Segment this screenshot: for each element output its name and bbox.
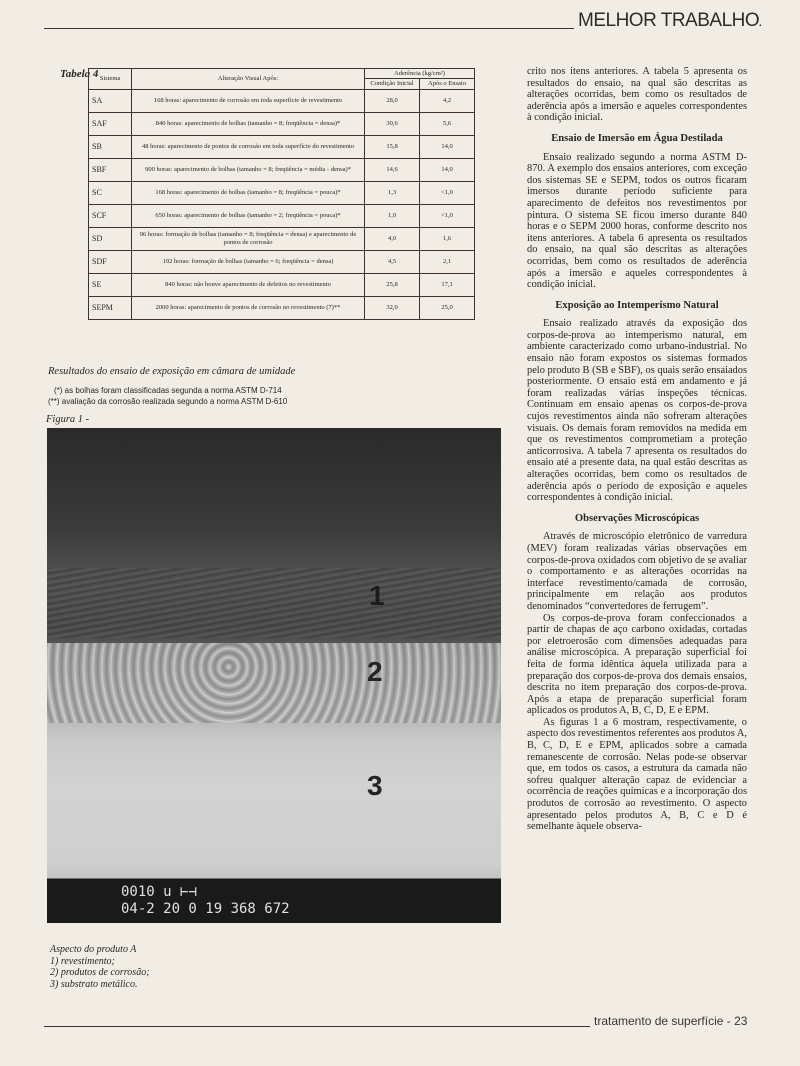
article-column [527,66,747,833]
system-cell: SE [89,273,132,296]
table-row [89,204,475,227]
col-adherence-header: Aderência (kg/cm²) [365,69,475,79]
after-cell: 25,0 [420,296,475,319]
paragraph: Os corpos-de-prova foram confeccionados a partir de chapas de aço carbono oxidadas, cortadas por eletroerosão com dimensões adequadas para análise microscópica. A preparação superficial foi feita de forma idêntica àquela utilizada para a preparação dos corpos-de-prova dos demais ensaios, descrita no item preparação dos corpos-de-prova. Após a etapa de preparação superficial foram aplicados os produtos A, B, C, D, E e EPM. [527,612,747,717]
table-caption: Resultados do ensaio de exposição em câmara de umidade [48,366,296,377]
table-row [89,135,475,158]
system-cell: SBF [89,158,132,181]
visual-cell: 168 horas: aparecimento de bolhas (tamanho = 8; freqüência = pouca)* [132,181,365,204]
col-initial-header: Condição Inicial [365,79,420,89]
after-cell: 4,2 [420,89,475,112]
table-row [89,296,475,319]
after-cell: 2,1 [420,250,475,273]
table-row [89,227,475,250]
marker-3: 3 [367,770,383,801]
after-cell: 14,0 [420,135,475,158]
col-visual-header: Alteração Visual Após: [132,69,365,90]
figure-caption-item: 1) revestimento; [50,955,115,967]
section-heading: Observações Microscópicas [574,512,700,524]
initial-cell: 28,0 [365,89,420,112]
paragraph: Ensaio realizado através da exposição dos corpos-de-prova ao intemperismo natural, em ambiente caracterizado como urbano-industrial. No ensaio não foram expostos os sistemas formados pelo produto B (SB e SBF), os quais serão ensaiados posteriormente. O ensaio está em andamento e já foram realizadas várias inspeções técnicas. Continuam em ensaio apenas os corpos-de-prova cujos revestimentos ainda não sofreram alterações visuais. Os demais foram removidos na medida em que os revestimentos comprometiam a proteção anticorrosiva. A tabela 7 apresenta os resultados do ensaio até a presente data, na qual estão descritas as alterações ocorridas, bem como os resultados de aderência após o período de exposição e aqueles correspondentes à condição inicial. [527,318,747,504]
table-label: Tabela 4 [60,68,99,80]
table-row [89,181,475,204]
initial-cell: 30,6 [365,112,420,135]
section-heading: Ensaio de Imersão em Água Destilada [551,132,723,144]
col-system-header: Sistema [89,69,132,90]
paragraph: crito nos itens anteriores. A tabela 5 apresenta os resultados do ensaio, na qual são descritas as alterações ocorridas, bem como os resultados de aderência após a imersão e aqueles correspondentes à condição inicial. [527,66,747,124]
initial-cell: 1,0 [365,204,420,227]
paragraph: As figuras 1 a 6 mostram, respectivamente, o aspecto dos revestimentos referentes aos produtos A, B, C, D, E e EPM, aplicados sobre a camada remanescente de corrosão. Nelas pode-se observar que, em todos os casos, a estrutura da camada não sofreu qualquer alteração capaz de evidenciar a ocorrência de reações químicas e a incorporação dos produtos de corrosão ao revestimento. O aspecto apresentado pelos produtos A, B, C e D é semelhante àquele observa- [527,716,747,833]
after-cell: <1,0 [420,181,475,204]
footer-page-label: tratamento de superfície - 23 [594,1014,748,1028]
system-cell: SEPM [89,296,132,319]
header-dot: · [758,16,763,32]
figure-caption-item: 2) produtos de corrosão; [50,967,150,978]
after-cell: 1,6 [420,227,475,250]
initial-cell: 14,6 [365,158,420,181]
table-row [89,112,475,135]
system-cell: SCF [89,204,132,227]
paragraph: Através de microscópio eletrônico de varredura (MEV) foram realizadas várias observações em corpos-de-prova oxidados com objetivo de se avaliar o comportamento e as alterações ocorridas na interface revestimento/camada de corrosão, principalmente em relação aos produtos denominados “convertedores de ferrugem”. [527,531,747,612]
marker-2: 2 [367,656,383,687]
initial-cell: 32,0 [365,296,420,319]
initial-cell: 4,5 [365,250,420,273]
after-cell: 17,1 [420,273,475,296]
initial-cell: 1,3 [365,181,420,204]
visual-cell: 2000 horas: aparecimento de pontos de corrosão no revestimento (7)** [132,296,365,319]
initial-cell: 15,8 [365,135,420,158]
figure-caption [50,944,150,990]
system-cell: SC [89,181,132,204]
figure-caption-title: Aspecto do produto A [50,944,137,955]
corrosion-layer [47,643,501,723]
after-cell: 5,6 [420,112,475,135]
system-cell: SA [89,89,132,112]
scale-line-2: 04-2 20 0 19 368 672 [121,901,290,917]
section-title: MELHOR TRABALHO [578,10,760,31]
initial-cell: 4,0 [365,227,420,250]
visual-cell: 48 horas: aparecimento de pontos de corrosão em toda superfície do revestimento [132,135,365,158]
visual-cell: 900 horas: aparecimento de bolhas (tamanho = 8; freqüência = média - densa)* [132,158,365,181]
system-cell: SB [89,135,132,158]
system-cell: SDF [89,250,132,273]
table-note-1: (*) as bolhas foram classificadas segunda a norma ASTM D-714 [54,386,282,395]
marker-1: 1 [369,580,385,611]
visual-cell: 840 horas: não houve aparecimento de defeitos no revestimento [132,273,365,296]
visual-cell: 192 horas: formação de bolhas (tamanho = 6; freqüência = densa) [132,250,365,273]
after-cell: <1,0 [420,204,475,227]
table-row [89,158,475,181]
col-after-header: Após o Ensaio [420,79,475,89]
figure-label: Figura 1 - [46,414,90,425]
initial-cell: 25,8 [365,273,420,296]
section-heading: Exposição ao Intemperismo Natural [555,299,719,311]
footer-rule [44,1026,590,1027]
table-row [89,250,475,273]
table-row [89,89,475,112]
scale-line-1: 0010 u ⊢⊣ [121,884,197,900]
visual-cell: 96 horas: formação de bolhas (tamanho = 8; freqüência = densa) e aparecimento de pontos de corrosão [132,227,365,250]
table-row [89,273,475,296]
coating-layer [47,568,501,638]
system-cell: SD [89,227,132,250]
paragraph: Ensaio realizado segundo a norma ASTM D-870. A exemplo dos ensaios anteriores, com exceção dos sistemas SE e SEPM, todos os outros ficaram imersos durante período suficiente para aparecimento de defeitos nos revestimentos por pintura. O sistema SE ficou imerso durante 840 horas e o SEPM 2000 horas, conforme descrito nos itens anteriores. A tabela 6 apresenta os resultados do ensaio, na qual são descritas as alterações ocorridas, bem como os resultados de aderência após a imersão e aqueles correspondentes à condição inicial. [527,151,747,291]
system-cell: SAF [89,112,132,135]
visual-cell: 840 horas: aparecimento de bolhas (tamanho = 8; freqüência = densa)* [132,112,365,135]
header-rule [44,28,574,29]
sem-micrograph [47,428,501,923]
after-cell: 14,0 [420,158,475,181]
table-note-2: (**) avaliação da corrosão realizada segundo a norma ASTM D-610 [48,397,288,406]
figure-caption-item: 3) substrato metálico. [50,978,138,990]
results-table [88,68,475,320]
visual-cell: 650 horas: aparecimento de bolhas (tamanho = 2; freqüência = pouca)* [132,204,365,227]
scale-bar-readout [121,884,290,918]
visual-cell: 168 horas: aparecimento de corrosão em toda superfície de revestimento [132,89,365,112]
